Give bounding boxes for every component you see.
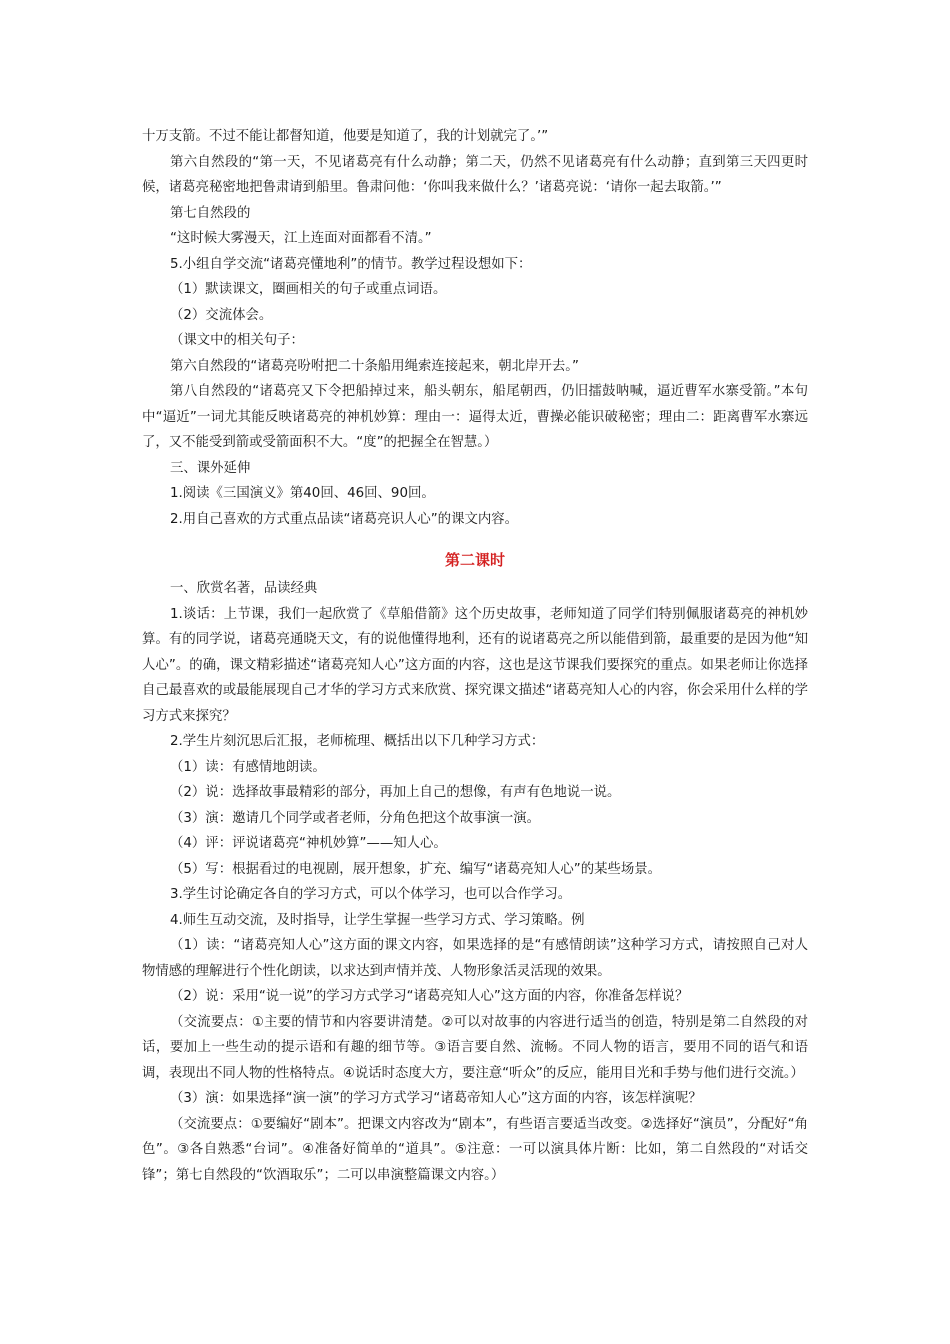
list-item: （5）写：根据看过的电视剧，展开想象，扩充、编写“诸葛亮知人心”的某些场景。 [170, 861, 662, 877]
paragraph: 第六自然段的“诸葛亮吩咐把二十条船用绳索连接起来，朝北岸开去。” [170, 358, 579, 374]
list-item: （4）评：评说诸葛亮“神机妙算”——知人心。 [170, 836, 447, 851]
paragraph: （3）演：如果选择“演一演”的学习方式学习“诸葛帝知人心”这方面的内容，该怎样演呢？ [170, 1091, 702, 1106]
paragraph: 十万支箭。不过不能让都督知道，他要是知道了，我的计划就完了。’” [142, 129, 549, 144]
paragraph: 1.谈话：上节课，我们一起欣赏了《草船借箭》这个历史故事，老师知道了同学们特别佩服诸葛亮的神机妙算。有的同学说，诸葛亮通晓天文，有的说他懂得地利，还有的说诸葛亮之所以能借到箭，最重要的是因为他“知人心”。的确，课文精彩描述“诸葛亮知人心”这方面的内容，这也是这节课我们要探究的重点。如果老师让你选择自己最喜欢的或最能展现自己才华的学习方式来欣赏、探究课文描述“诸葛亮知人心的内容，你会采用什么样的学习方式来探究？ [142, 606, 808, 724]
paragraph: （1）读：“诸葛亮知人心”这方面的课文内容，如果选择的是“有感情朗读”这种学习方式，请按照自己对人物情感的理解进行个性化朗读，以求达到声情并茂、人物形象活灵活现的效果。 [142, 938, 808, 979]
paragraph: 第八自然段的“诸葛亮又下令把船掉过来，船头朝东，船尾朝西，仍旧擂鼓呐喊，逼近曹军水寨受箭。”本句中“逼近”一词尤其能反映诸葛亮的神机妙算：理由一：逼得太近，曹操必能识破秘密；理由二：距离曹军水寨远了，又不能受到箭或受箭面积不大。“度”的把握全在智慧。） [142, 384, 808, 450]
paragraph: 4.师生互动交流，及时指导，让学生掌握一些学习方式、学习策略。例 [170, 912, 585, 928]
paragraph: “这时候大雾漫天，江上连面对面都看不清。” [170, 231, 432, 246]
paragraph: （2）说：采用“说一说”的学习方式学习“诸葛亮知人心”这方面的内容，你准备怎样说？ [170, 989, 689, 1004]
section-2 [142, 576, 808, 1188]
paragraph: 第六自然段的“第一天，不见诸葛亮有什么动静；第二天，仍然不见诸葛亮有什么动静；直到第三天四更时候，诸葛亮秘密地把鲁肃请到船里。鲁肃问他：‘你叫我来做什么？’诸葛亮说：‘请你一起去取箭。’” [142, 154, 808, 195]
list-item: （3）演：邀请几个同学或者老师，分角色把这个故事演一演。 [170, 810, 541, 826]
paragraph: 2.用自己喜欢的方式重点品读“诸葛亮识人心”的课文内容。 [170, 511, 519, 527]
section-heading-extension: 三、课外延伸 [170, 460, 251, 476]
paragraph: （2）交流体会。 [170, 307, 273, 323]
lesson-heading: 第二课时 [444, 551, 505, 569]
list-item: （2）说：选择故事最精彩的部分，再加上自己的想像，有声有色地说一说。 [170, 785, 621, 800]
paragraph: 2.学生片刻沉思后汇报，老师梳理、概括出以下几种学习方式： [170, 734, 545, 749]
list-item: （1）读：有感情地朗读。 [170, 759, 326, 775]
section-1 [142, 124, 808, 532]
paragraph: （交流要点：①主要的情节和内容要讲清楚。②可以对故事的内容进行适当的创造，特别是第二自然段的对话，要加上一些生动的提示语和有趣的细节等。③语言要自然、流畅。不同人物的语言，要用不同的语气和语调，表现出不同人物的性格特点。④说话时态度大方，要注意“听众”的反应，能用目光和手势与他们进行交流。） [142, 1014, 808, 1081]
paragraph: 5.小组自学交流“诸葛亮懂地利”的情节。教学过程设想如下： [170, 256, 532, 272]
paragraph: 第七自然段的 [170, 205, 251, 221]
document-page [142, 124, 808, 1188]
paragraph: （课文中的相关句子： [170, 333, 304, 348]
section-heading-appreciation: 一、欣赏名著，品读经典 [170, 581, 318, 596]
paragraph: （交流要点：①要编好“剧本”。把课文内容改为“剧本”，有些语言要适当改变。②选择好“演员”，分配好“角色”。③各自熟悉“台词”。④准备好简单的“道具”。⑤注意：一可以演具体片断：比如，第二自然段的“对话交锋”；第七自然段的“饮酒取乐”；二可以串演整篇课文内容。） [142, 1116, 808, 1183]
paragraph: （1）默读课文，圈画相关的句子或重点词语。 [170, 282, 447, 297]
paragraph: 3.学生讨论确定各自的学习方式，可以个体学习，也可以合作学习。 [170, 887, 572, 902]
paragraph: 1.阅读《三国演义》第40回、46回、90回。 [170, 486, 435, 501]
